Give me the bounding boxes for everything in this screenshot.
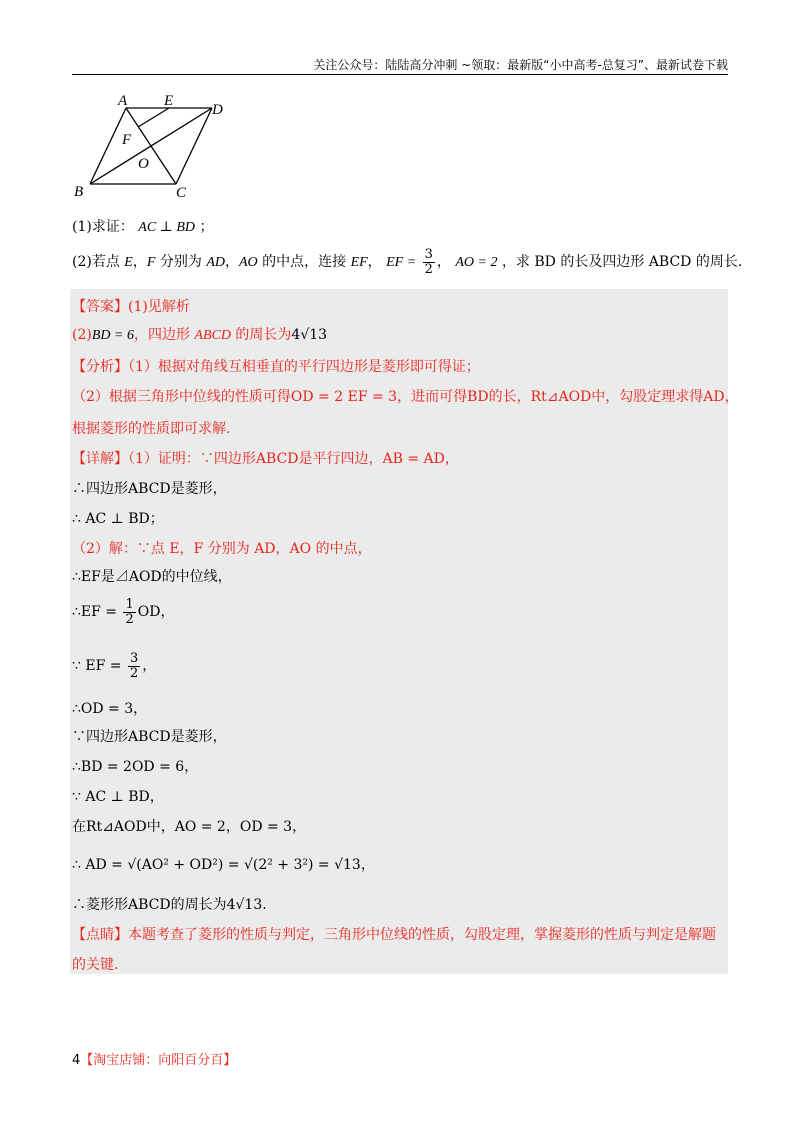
detail-line-5: ∴EF是⊿AOD的中位线， (72, 569, 232, 585)
q2-mid2: 分别为 (155, 254, 207, 271)
detail-6-post: OD， (137, 604, 175, 621)
q2-mid1: ， (132, 254, 147, 271)
q2-ef: EF = (386, 255, 417, 271)
analysis-line-2: （2）根据三角形中位线的性质可得OD = 2 EF = 3，进而可得BD的长，Rt⊿AOD中，勾股定理求得AD， (72, 389, 739, 405)
page-header: 关注公众号：陆陆高分冲刺 ~领取：最新版“小中高考-总复习”、最新试卷下载 (72, 56, 728, 75)
answer-2-value: 4√13 (291, 327, 328, 343)
detail-7-fraction: $\frac{3}{2}$ (129, 651, 139, 681)
answer-2-bd: BD = 6 (91, 328, 134, 343)
answer-2-pre: (2) (72, 327, 92, 343)
page-number: 4 (72, 1053, 81, 1068)
answer-2-tail: 的周长为 (230, 327, 292, 343)
detail-line-8: ∴OD = 3， (72, 701, 148, 717)
detail-tag: 【详解】 (72, 451, 128, 467)
label-d: D (212, 102, 223, 118)
q1-end: ； (199, 219, 214, 235)
q2-fraction: $\frac{3}{2}$ (424, 247, 433, 277)
detail-line-7 (72, 652, 156, 680)
detail-line-11: ∵ AC ⊥ BD， (72, 789, 164, 805)
detail-7-pre: ∵ EF = (72, 658, 122, 675)
detail-line-6 (72, 598, 174, 626)
label-c: C (176, 185, 187, 201)
q1-math: AC ⊥ BD (138, 220, 196, 235)
analysis-tag: 【分析】 (72, 359, 128, 375)
detail-7-post: ， (142, 658, 157, 675)
label-b: B (74, 184, 84, 200)
label-o: O (138, 156, 149, 172)
detail-line-10: ∴BD = 2OD = 6， (72, 759, 199, 775)
footer-text: 【淘宝店铺：向阳百分百】 (80, 1053, 237, 1068)
detail-line-14: ∴菱形形ABCD的周长为4√13. (72, 897, 267, 913)
comment-line-2: 的关键. (72, 957, 119, 973)
answer-line-2 (72, 324, 327, 344)
question-2: (2)若点 E，F 分别为 AD，AO 的中点，连接 EF， EF = $\frac{3}{2}$ ， AO = 2 ，求 BD 的长及四边形 ABCD 的周长. (72, 247, 743, 277)
answer-2-abcd: ABCD (194, 328, 231, 343)
detail-line-1 (72, 448, 459, 468)
q2-mid4: 的中点，连接 (257, 254, 351, 271)
analysis-line-3: 根据菱形的性质即可求解. (72, 421, 231, 437)
analysis-1: （1）根据对角线互相垂直的平行四边形是菱形即可得证； (128, 359, 480, 375)
analysis-line-1 (72, 356, 480, 376)
page-footer (72, 1049, 236, 1068)
detail-6-pre: ∴EF = (72, 604, 118, 621)
question-1 (72, 216, 213, 236)
detail-line-4: （2）解：∵点 E，F 分别为 AD，AO 的中点， (72, 541, 372, 557)
label-e: E (164, 93, 174, 109)
detail-1: （1）证明：∵四边形ABCD是平行四边，AB = AD， (128, 451, 459, 467)
detail-line-3: ∴ AC ⊥ BD； (72, 511, 164, 527)
comment-line-1 (72, 924, 716, 944)
q1-text: (1)求证： (72, 219, 134, 235)
answer-2-mid: ，四边形 (133, 327, 195, 343)
answer-line-1 (72, 296, 190, 316)
comment-tag: 【点睛】 (72, 927, 128, 943)
q2-pre: (2)若点 (72, 254, 125, 271)
detail-line-13: ∴ AD = √(AO² + OD²) = √(2² + 3²) = √13， (72, 857, 375, 873)
q2-ao: AO = 2 (455, 255, 498, 271)
rhombus-figure (72, 92, 232, 202)
q2-mid3: ， (224, 254, 239, 271)
label-f: F (122, 132, 132, 148)
detail-6-fraction: $\frac{1}{2}$ (125, 597, 134, 627)
detail-line-2: ∴四边形ABCD是菱形， (72, 481, 227, 497)
detail-line-9: ∵四边形ABCD是菱形， (72, 729, 227, 745)
segment-ef (138, 108, 169, 127)
answer-1: (1)见解析 (128, 299, 190, 315)
q2-end: ，求 BD 的长及四边形 ABCD 的周长. (501, 254, 743, 271)
comment-1: 本题考查了菱形的性质与判定，三角形中位线的性质，勾股定理，掌握菱形的性质与判定是解题 (128, 927, 716, 943)
detail-line-12: 在Rt⊿AOD中，AO = 2，OD = 3， (72, 819, 307, 835)
label-a: A (118, 93, 128, 109)
q2-mid5: ， (367, 254, 382, 271)
answer-tag: 【答案】 (72, 299, 128, 315)
